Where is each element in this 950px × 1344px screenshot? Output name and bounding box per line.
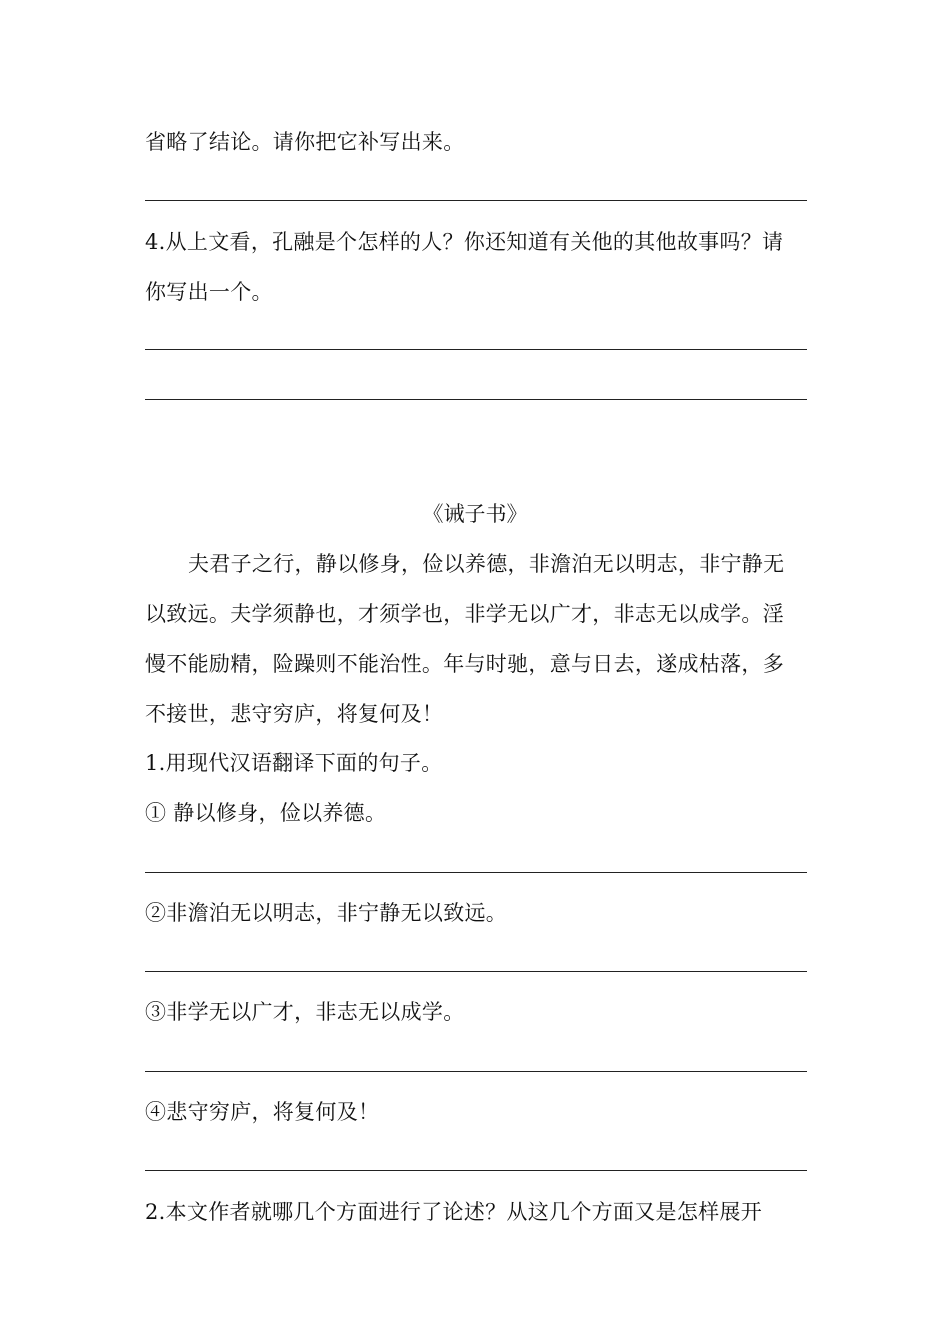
question-1-item-4: ④悲守穷庐，将复何及！ [145, 1100, 380, 1124]
question-4-line-1: 4.从上文看，孔融是个怎样的人？你还知道有关他的其他故事吗？请 [145, 230, 784, 254]
question-4-line-2: 你写出一个。 [145, 280, 273, 304]
question-1-item-1: ① 静以修身，俭以养德。 [145, 801, 387, 825]
answer-line[interactable] [145, 200, 807, 201]
question-1-item-2: ②非澹泊无以明志，非宁静无以致远。 [145, 901, 508, 925]
passage-line: 慢不能励精，险躁则不能治性。年与时驰，意与日去，遂成枯落，多 [145, 652, 784, 676]
passage-line: 以致远。夫学须静也，才须学也，非学无以广才，非志无以成学。淫 [145, 602, 784, 626]
passage-line: 夫君子之行，静以修身，俭以养德，非澹泊无以明志，非宁静无 [188, 552, 785, 576]
answer-line[interactable] [145, 971, 807, 972]
passage-line: 不接世，悲守穷庐，将复何及！ [145, 702, 444, 726]
question-1-item-3: ③非学无以广才，非志无以成学。 [145, 1000, 465, 1024]
answer-line[interactable] [145, 349, 807, 350]
question-2-prompt: 2.本文作者就哪几个方面进行了论述？从这几个方面又是怎样展开 [145, 1200, 763, 1224]
question-1-prompt: 1.用现代汉语翻译下面的句子。 [145, 751, 443, 775]
answer-line[interactable] [145, 1170, 807, 1171]
question-3-tail: 省略了结论。请你把它补写出来。 [145, 130, 465, 154]
answer-line[interactable] [145, 1071, 807, 1072]
answer-line[interactable] [145, 399, 807, 400]
passage-title: 《诫子书》 [422, 502, 528, 526]
answer-line[interactable] [145, 872, 807, 873]
